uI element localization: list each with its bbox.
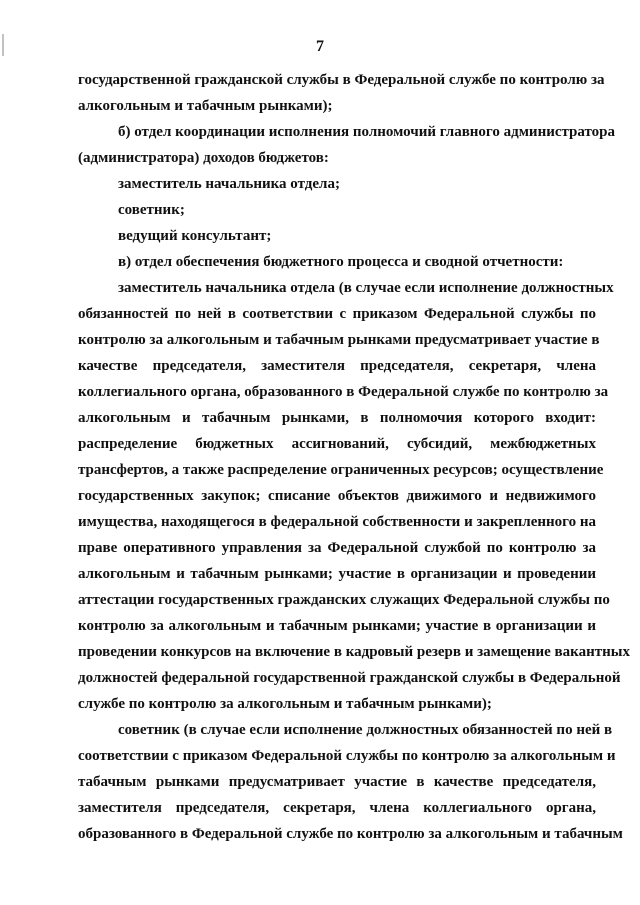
text-line: аттестации государственных гражданских служащих Федеральной службы по: [78, 592, 610, 608]
text-line: качестве председателя, заместителя председателя, секретаря, члена: [78, 358, 596, 374]
text-line: коллегиального органа, образованного в Федеральной службе по контролю за: [78, 384, 609, 400]
document-body: [78, 67, 630, 847]
text-line: контролю за алкогольным и табачным рынками; участие в организации и: [78, 618, 596, 634]
text-line: советник;: [118, 202, 185, 218]
text-line: заместитель начальника отдела (в случае если исполнение должностных: [118, 280, 614, 296]
text-line: алкогольным и табачным рынками; участие в организации и проведении: [78, 566, 596, 582]
text-line: заместителя председателя, секретаря, члена коллегиального органа,: [78, 800, 596, 816]
text-line: государственной гражданской службы в Федеральной службе по контролю за: [78, 72, 605, 88]
text-line: государственных закупок; списание объектов движимого и недвижимого: [78, 488, 596, 504]
text-line: алкогольным и табачным рынками);: [78, 98, 333, 114]
text-line: алкогольным и табачным рынками, в полномочия которого входит:: [78, 410, 596, 426]
text-line: табачным рынками предусматривает участие в качестве председателя,: [78, 774, 596, 790]
text-line: контролю за алкогольным и табачным рынками предусматривает участие в: [78, 332, 600, 348]
text-line: службе по контролю за алкогольным и табачным рынками);: [78, 696, 492, 712]
text-line: имущества, находящегося в федеральной собственности и закрепленного на: [78, 514, 596, 530]
text-line: ведущий консультант;: [118, 228, 272, 244]
text-line: заместитель начальника отдела;: [118, 176, 340, 192]
text-line: обязанностей по ней в соответствии с приказом Федеральной службы по: [78, 306, 596, 322]
text-line: образованного в Федеральной службе по контролю за алкогольным и табачным: [78, 826, 623, 842]
text-line: проведении конкурсов на включение в кадровый резерв и замещение вакантных: [78, 644, 630, 660]
text-line: трансфертов, а также распределение ограниченных ресурсов; осуществление: [78, 462, 604, 478]
text-line: соответствии с приказом Федеральной службы по контролю за алкогольным и: [78, 748, 616, 764]
text-line: распределение бюджетных ассигнований, субсидий, межбюджетных: [78, 436, 596, 452]
page-number: 7: [316, 38, 324, 55]
text-line: должностей федеральной государственной гражданской службы в Федеральной: [78, 670, 621, 686]
text-line: праве оперативного управления за Федеральной службой по контролю за: [78, 540, 596, 556]
text-line: советник (в случае если исполнение должностных обязанностей по ней в: [118, 722, 613, 738]
text-line: (администратора) доходов бюджетов:: [78, 150, 329, 166]
text-line: в) отдел обеспечения бюджетного процесса и сводной отчетности:: [118, 254, 564, 270]
text-line: б) отдел координации исполнения полномочий главного администратора: [118, 124, 616, 140]
